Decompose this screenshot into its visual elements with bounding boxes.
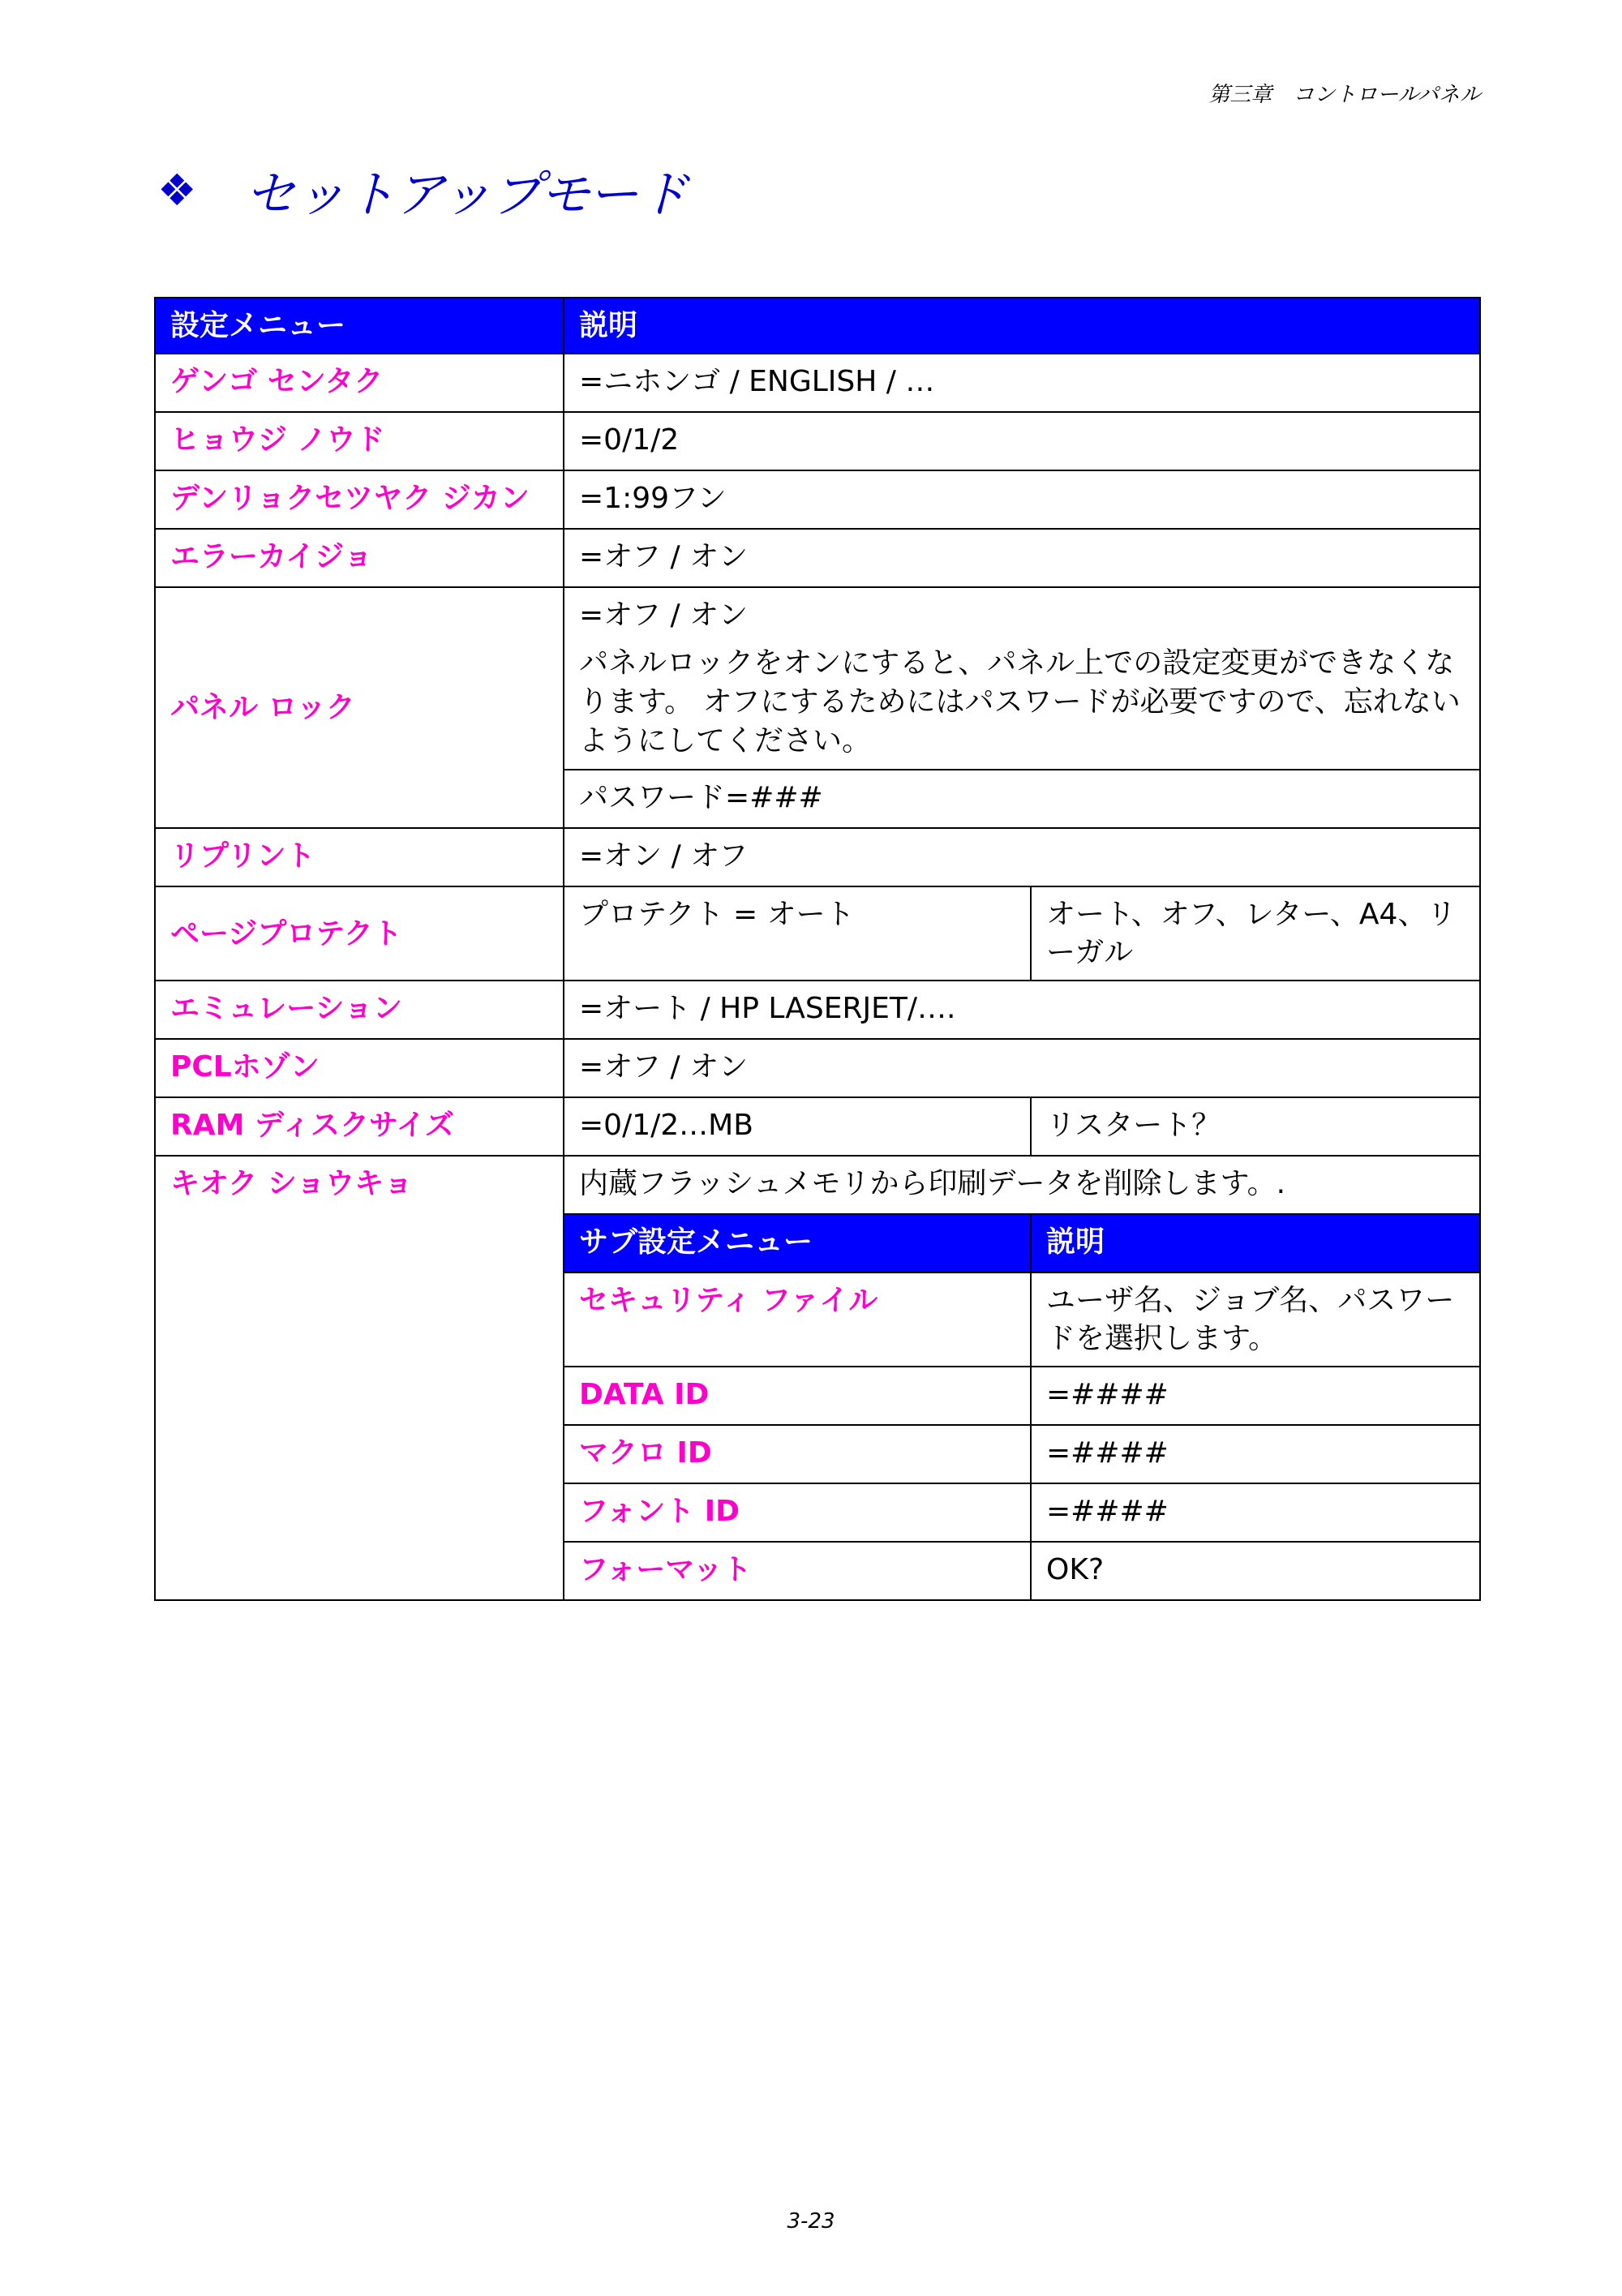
header-desc: 説明 [564, 298, 1480, 354]
sub-desc-cell: =#### [1031, 1425, 1480, 1483]
desc-cell: =オフ / オン [564, 1039, 1480, 1097]
desc-value: =オフ / オン [579, 599, 749, 632]
menu-cell: リプリント [155, 828, 564, 886]
sub-header-menu: サブ設定メニュー [564, 1214, 1031, 1272]
table-row [155, 1039, 1480, 1097]
menu-cell: RAM ディスクサイズ [155, 1097, 564, 1156]
desc-cell [564, 587, 1480, 770]
menu-cell: デンリョクセツヤク ジカン [155, 470, 564, 529]
sub-desc-cell: =#### [1031, 1483, 1480, 1542]
table-header-row [155, 298, 1480, 354]
desc-cell: =ニホンゴ / ENGLISH / … [564, 354, 1480, 412]
diamond-bullet-icon: ❖ [157, 165, 197, 216]
desc-cell: パスワード=### [564, 770, 1480, 828]
note-cell: リスタート？ [1031, 1097, 1480, 1156]
table-row [155, 886, 1480, 981]
sub-menu-cell: DATA ID [564, 1367, 1031, 1425]
desc-note: パネルロックをオンにすると、パネル上での設定変更ができなくなります。 オフにするためにはパスワードが必要ですので、忘れないようにしてください。 [579, 646, 1461, 757]
desc-cell: =オート / HP LASERJET/…. [564, 981, 1480, 1039]
sub-desc-cell: OK? [1031, 1542, 1480, 1600]
table-row [155, 1156, 1480, 1214]
desc-cell: =1:99フン [564, 470, 1480, 529]
options-cell: オート、オフ、レター、A4、リーガル [1031, 886, 1480, 981]
table-row [155, 587, 1480, 770]
table-row [155, 1097, 1480, 1156]
table-row [155, 828, 1480, 886]
table-row [155, 529, 1480, 587]
header-menu: 設定メニュー [155, 298, 564, 354]
menu-cell: パネル ロック [155, 587, 564, 828]
sub-menu-cell: フォント ID [564, 1483, 1031, 1542]
desc-cell: 内蔵フラッシュメモリから印刷データを削除します。. [564, 1156, 1480, 1214]
setup-mode-table [154, 297, 1481, 1601]
menu-cell: エラーカイジョ [155, 529, 564, 587]
sub-desc-cell: =#### [1031, 1367, 1480, 1425]
section-title [157, 154, 689, 226]
desc-cell: =オン / オフ [564, 828, 1480, 886]
chapter-header: 第三章 コントロールパネル [1208, 83, 1481, 107]
sub-menu-cell: マクロ ID [564, 1425, 1031, 1483]
table-row [155, 354, 1480, 412]
desc-cell: プロテクト = オート [564, 886, 1031, 981]
table-row [155, 412, 1480, 470]
sub-header-desc: 説明 [1031, 1214, 1480, 1272]
desc-cell: =0/1/2…MB [564, 1097, 1031, 1156]
menu-cell: PCLホゾン [155, 1039, 564, 1097]
sub-desc-cell: ユーザ名、ジョブ名、パスワードを選択します。 [1031, 1272, 1480, 1367]
menu-cell: キオク ショウキョ [155, 1156, 564, 1600]
desc-cell: =オフ / オン [564, 529, 1480, 587]
menu-cell: ページプロテクト [155, 886, 564, 981]
desc-cell: =0/1/2 [564, 412, 1480, 470]
table-row [155, 470, 1480, 529]
table-row [155, 981, 1480, 1039]
sub-menu-cell: フォーマット [564, 1542, 1031, 1600]
page-number: 3-23 [787, 2209, 835, 2234]
section-title-text: セットアップモード [245, 165, 689, 224]
sub-menu-cell: セキュリティ ファイル [564, 1272, 1031, 1367]
menu-cell: ゲンゴ センタク [155, 354, 564, 412]
menu-cell: ヒョウジ ノウド [155, 412, 564, 470]
menu-cell: エミュレーション [155, 981, 564, 1039]
